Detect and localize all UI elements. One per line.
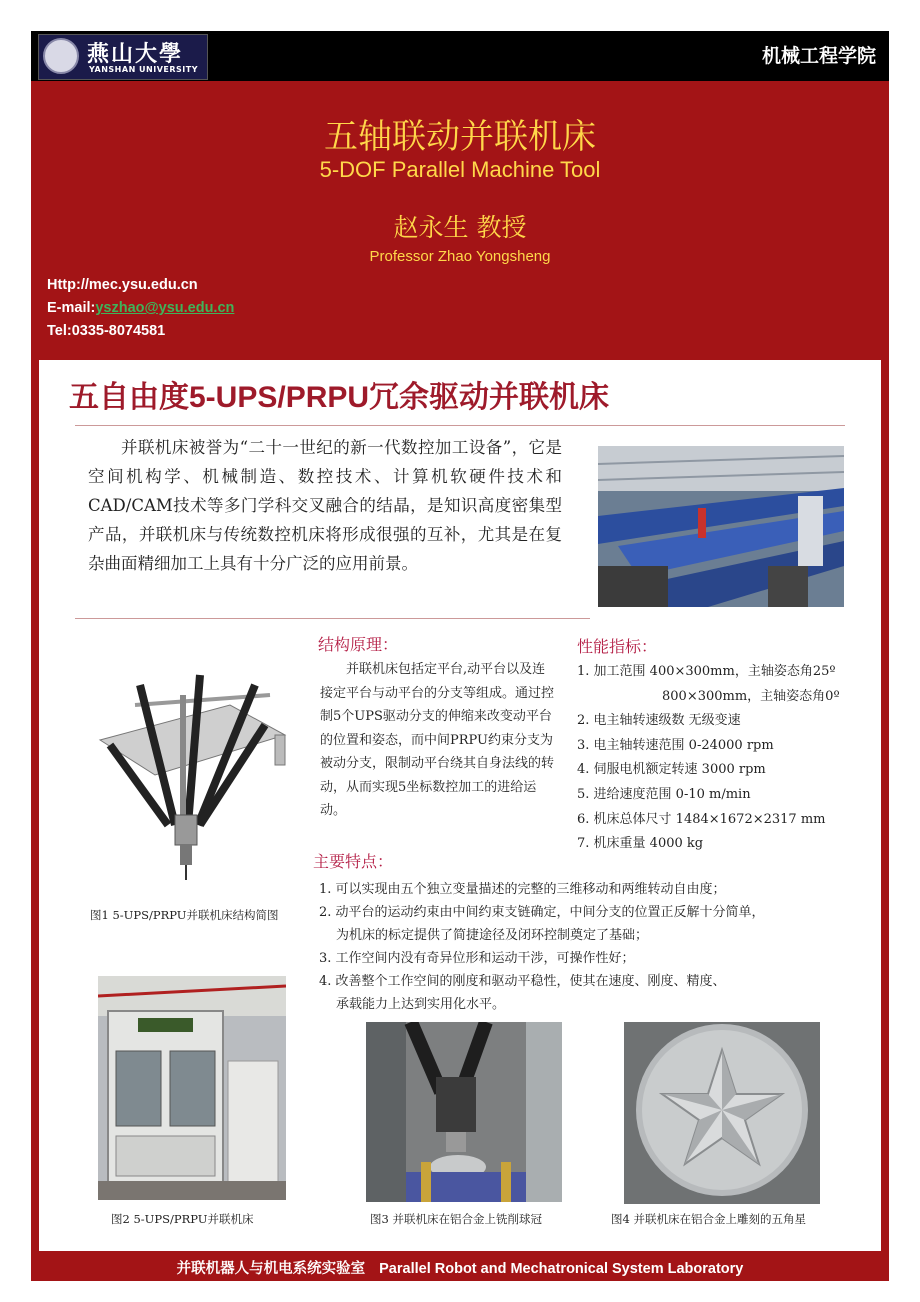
- university-seal-icon: [43, 38, 79, 74]
- feature-line: 2. 动平台的运动约束由中间约束支链确定，中间分支的位置正反解十分简单，: [319, 905, 765, 920]
- contact-tel: Tel:0335-8074581: [47, 323, 166, 339]
- contact-email: [47, 300, 234, 316]
- intro-paragraph: 并联机床被誉为“二十一世纪的新一代数控加工设备”，它是空间机构学、机械制造、数控技术、计算机软硬件技术和CAD/CAM技术等多门学科交叉融合的结晶，是知识高度密集型产品，并联机床与传统数控机床将形成很强的互补，尤其是在复杂曲面精细加工上具有十分广泛的应用前景。: [88, 438, 562, 573]
- figure1-caption: 图1 5-UPS/PRPU并联机床结构简图: [90, 908, 279, 922]
- features-list: [319, 878, 859, 1016]
- perf-item: 7. 机床重量 4000 kg: [577, 836, 704, 852]
- structure-text: 并联机床包括定平台,动平台以及连接定平台与动平台的分支等组成。通过控制5个UPS驱动分支的伸缩来改变动平台的位置和姿态，而中间PRPU约束分支为被动分支，限制动平台绕其自身法线的转动，从而实现5坐标数控加工的进给运动。: [320, 662, 555, 818]
- footer-lab-cn: 并联机器人与机电系统实验室: [176, 1261, 366, 1277]
- figure3-caption: 图3 并联机床在铝合金上铣削球冠: [370, 1212, 542, 1226]
- perf-item: 4. 伺服电机额定转速 3000 rpm: [577, 762, 766, 778]
- perf-item: 3. 电主轴转速范围 0-24000 rpm: [577, 737, 774, 753]
- poster-title-en: 5-DOF Parallel Machine Tool: [319, 157, 601, 182]
- perf-item: 2. 电主轴转速级数 无级变速: [577, 713, 741, 729]
- university-logo: [38, 34, 208, 80]
- perf-item: 1. 加工范围 400×300mm，主轴姿态角25º: [577, 664, 836, 679]
- feature-line: 承载能力上达到实用化水平。: [336, 997, 506, 1012]
- feature-line: 为机床的标定提供了简捷途径及闭环控制奠定了基础；: [336, 928, 649, 943]
- divider: [75, 425, 845, 426]
- performance-list: [577, 660, 877, 857]
- features-heading: 主要特点：: [313, 852, 394, 871]
- figure4-caption: 图4 并联机床在铝合金上雕刻的五角星: [611, 1212, 806, 1226]
- divider: [75, 618, 590, 619]
- perf-item: 5. 进给速度范围 0-10 m/min: [577, 786, 751, 802]
- logo-text-en: YANSHAN UNIVERSITY: [89, 65, 199, 74]
- factory-photo: [598, 446, 844, 607]
- star-carving-photo: [624, 1022, 820, 1204]
- milling-photo: [366, 1022, 562, 1202]
- section-title: 五自由度5-UPS/PRPU冗余驱动并联机床: [69, 381, 610, 414]
- feature-line: 3. 工作空间内没有奇异位形和运动干涉，可操作性好；: [319, 951, 635, 966]
- author-name-cn: 赵永生 教授: [393, 213, 527, 242]
- mechanism-diagram: [80, 665, 290, 890]
- school-name: 机械工程学院: [761, 45, 876, 67]
- structure-heading: 结构原理：: [318, 635, 399, 654]
- feature-line: 4. 改善整个工作空间的刚度和驱动平稳性，使其在速度、刚度、精度、: [319, 974, 726, 989]
- email-label: E-mail:: [47, 300, 96, 316]
- email-link[interactable]: yszhao@ysu.edu.cn: [95, 300, 235, 316]
- feature-line: 1. 可以实现由五个独立变量描述的完整的三维移动和两维转动自由度；: [319, 882, 726, 897]
- performance-heading: 性能指标：: [577, 637, 658, 656]
- footer-lab-en: Parallel Robot and Mechatronical System Laboratory: [379, 1261, 744, 1277]
- perf-item: 800×300mm，主轴姿态角0º: [662, 688, 840, 704]
- contact-web[interactable]: Http://mec.ysu.edu.cn: [47, 277, 198, 293]
- logo-text-cn: 燕山大學: [87, 41, 184, 67]
- perf-item: 6. 机床总体尺寸 1484×1672×2317 mm: [577, 811, 826, 827]
- machine-photo: [98, 976, 286, 1200]
- author-name-en: Professor Zhao Yongsheng: [369, 248, 551, 265]
- poster-title-cn: 五轴联动并联机床: [324, 117, 596, 157]
- figure2-caption: 图2 5-UPS/PRPU并联机床: [111, 1212, 254, 1226]
- footer: [0, 1257, 920, 1278]
